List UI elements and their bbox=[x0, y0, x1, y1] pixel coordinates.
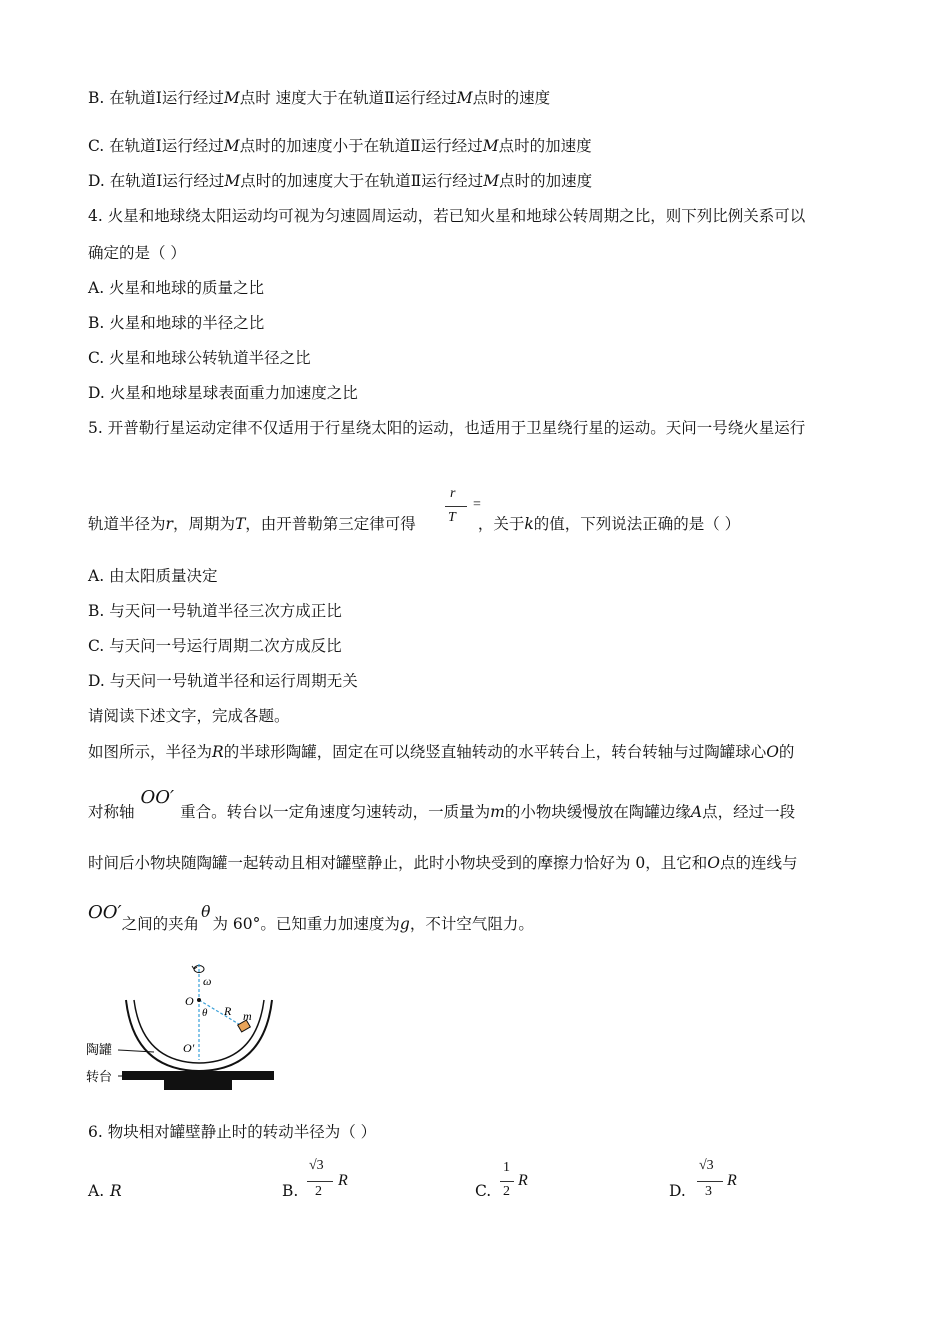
var-r: R bbox=[338, 1172, 348, 1189]
q3-option-c bbox=[88, 136, 592, 156]
var-r: R bbox=[727, 1172, 737, 1189]
text: 的小物块缓慢放在陶罐边缘 bbox=[504, 803, 691, 821]
text: 对称轴 bbox=[88, 803, 135, 821]
q5-option-b: B. 与天问一号轨道半径三次方成正比 bbox=[88, 602, 342, 620]
fraction-denominator: 2 bbox=[503, 1184, 510, 1199]
table-label: 转台 bbox=[86, 1070, 113, 1085]
axis-oo-prime: OO′ bbox=[140, 787, 175, 808]
option-label: B. bbox=[282, 1182, 299, 1200]
text: 时间后小物块随陶罐一起转动且相对罐壁静止，此时小物块受到的摩擦力恰好为 0，且它和 bbox=[88, 854, 708, 872]
var-o: O bbox=[707, 854, 721, 872]
q5-stem-line1: 5. 开普勒行星运动定律不仅适用于行星绕太阳的运动，也适用于卫星绕行星的运动。天问一号绕火星运行 bbox=[88, 419, 806, 437]
fraction-denominator: 3 bbox=[705, 1184, 712, 1199]
o-label: O bbox=[185, 994, 194, 1008]
option-text: 点时的加速度 bbox=[499, 172, 593, 190]
q5-stem-line2 bbox=[88, 514, 740, 534]
text: 的半球形陶罐，固定在可以绕竖直轴转动的水平转台上，转台转轴与过陶罐球心 bbox=[223, 743, 767, 761]
passage-intro: 请阅读下述文字，完成各题。 bbox=[88, 707, 290, 725]
option-text: 点时的加速度小于在轨道Ⅱ运行经过 bbox=[239, 137, 483, 155]
var-m: M bbox=[456, 89, 473, 107]
q4-stem-line2: 确定的是（ ） bbox=[88, 244, 186, 262]
option-text: 点时的速度 bbox=[472, 89, 551, 107]
fraction-bar bbox=[445, 506, 467, 507]
r-label: R bbox=[224, 1004, 232, 1018]
turntable-base bbox=[164, 1080, 232, 1090]
fraction-numerator: √3 bbox=[309, 1158, 324, 1173]
angle-theta: θ bbox=[201, 903, 211, 921]
text: 如图所示，半径为 bbox=[88, 743, 213, 761]
q6-stem: 6. 物块相对罐壁静止时的转动半径为（ ） bbox=[88, 1123, 377, 1141]
fraction-numerator: r bbox=[450, 486, 456, 501]
var-t: T bbox=[234, 515, 246, 533]
var-r: R bbox=[518, 1172, 528, 1189]
q3-option-d bbox=[88, 171, 592, 191]
var-o: O bbox=[766, 743, 779, 761]
var-r: R bbox=[212, 743, 224, 761]
text: 点，经过一段 bbox=[702, 803, 796, 821]
var-k: k bbox=[524, 515, 534, 533]
q4-stem-line1: 4. 火星和地球绕太阳运动均可视为匀速圆周运动，若已知火星和地球公转周期之比，则下列比例关系可以 bbox=[88, 207, 806, 225]
fraction-bar bbox=[697, 1181, 723, 1182]
text: 轨道半径为 bbox=[88, 515, 166, 533]
text: ，不计空气阻力。 bbox=[409, 915, 534, 933]
q5-option-d: D. 与天问一号轨道半径和运行周期无关 bbox=[88, 672, 358, 690]
q4-option-d: D. 火星和地球星球表面重力加速度之比 bbox=[88, 384, 358, 402]
bowl-turntable-figure bbox=[82, 960, 282, 1090]
m-label: m bbox=[243, 1009, 252, 1023]
text: ，周期为 bbox=[172, 515, 235, 533]
turntable-top bbox=[122, 1071, 274, 1080]
option-label: D. bbox=[669, 1182, 686, 1200]
fraction-denominator: T bbox=[448, 510, 456, 525]
var-g: g bbox=[399, 915, 410, 933]
omega-label: ω bbox=[203, 974, 212, 988]
fraction-denominator: 2 bbox=[315, 1184, 322, 1199]
var-r: r bbox=[165, 515, 173, 533]
var-m: M bbox=[483, 172, 500, 190]
passage-line1 bbox=[88, 742, 794, 762]
option-text: 点时的加速度 bbox=[498, 137, 592, 155]
fraction-numerator: 1 bbox=[503, 1160, 510, 1175]
equals-sign: = bbox=[473, 497, 481, 512]
passage-line3 bbox=[88, 853, 798, 873]
option-text: 点时的加速度大于在轨道Ⅱ运行经过 bbox=[240, 172, 484, 190]
q3-option-b bbox=[88, 88, 550, 108]
q5-option-c: C. 与天问一号运行周期二次方成反比 bbox=[88, 637, 342, 655]
option-label: C. bbox=[475, 1182, 492, 1200]
text: 点的连线与 bbox=[720, 854, 798, 872]
passage-line4 bbox=[88, 902, 534, 934]
option-text: D. 在轨道Ⅰ运行经过 bbox=[88, 172, 225, 190]
passage-line2 bbox=[88, 787, 796, 822]
var-m: M bbox=[223, 137, 240, 155]
var-m: M bbox=[223, 89, 240, 107]
fraction-bar bbox=[500, 1181, 514, 1182]
var-m: M bbox=[224, 172, 241, 190]
text: 的值，下列说法正确的是（ ） bbox=[533, 515, 741, 533]
center-point bbox=[197, 998, 201, 1002]
option-text: B. 在轨道Ⅰ运行经过 bbox=[88, 89, 224, 107]
option-text: 点时 速度大于在轨道Ⅱ运行经过 bbox=[239, 89, 457, 107]
text: 为 60°。已知重力加速度为 bbox=[212, 915, 400, 933]
text: 重合。转台以一定角速度匀速转动，一质量为 bbox=[180, 803, 491, 821]
q4-option-a: A. 火星和地球的质量之比 bbox=[88, 279, 265, 297]
theta-label: θ bbox=[202, 1007, 208, 1019]
pot-label: 陶罐 bbox=[86, 1043, 113, 1058]
text: ，由开普勒第三定律可得 bbox=[245, 515, 416, 533]
o-prime-label: O′ bbox=[183, 1041, 195, 1055]
text: 之间的夹角 bbox=[121, 915, 200, 933]
var-m: M bbox=[482, 137, 499, 155]
q4-option-c: C. 火星和地球公转轨道半径之比 bbox=[88, 349, 311, 367]
option-text: C. 在轨道Ⅰ运行经过 bbox=[88, 137, 224, 155]
q4-option-b: B. 火星和地球的半径之比 bbox=[88, 314, 265, 332]
text: ，关于 bbox=[477, 515, 525, 533]
pot-leader bbox=[118, 1050, 154, 1052]
var-a: A bbox=[690, 803, 703, 821]
var-m: m bbox=[490, 803, 505, 821]
option-value: R bbox=[110, 1182, 122, 1200]
fraction-bar bbox=[307, 1181, 333, 1182]
option-label: A. bbox=[88, 1182, 105, 1200]
fraction-numerator: √3 bbox=[699, 1158, 714, 1173]
q5-option-a: A. 由太阳质量决定 bbox=[88, 567, 218, 585]
text: 的 bbox=[778, 743, 795, 761]
axis-oo-prime: OO′ bbox=[88, 902, 122, 923]
